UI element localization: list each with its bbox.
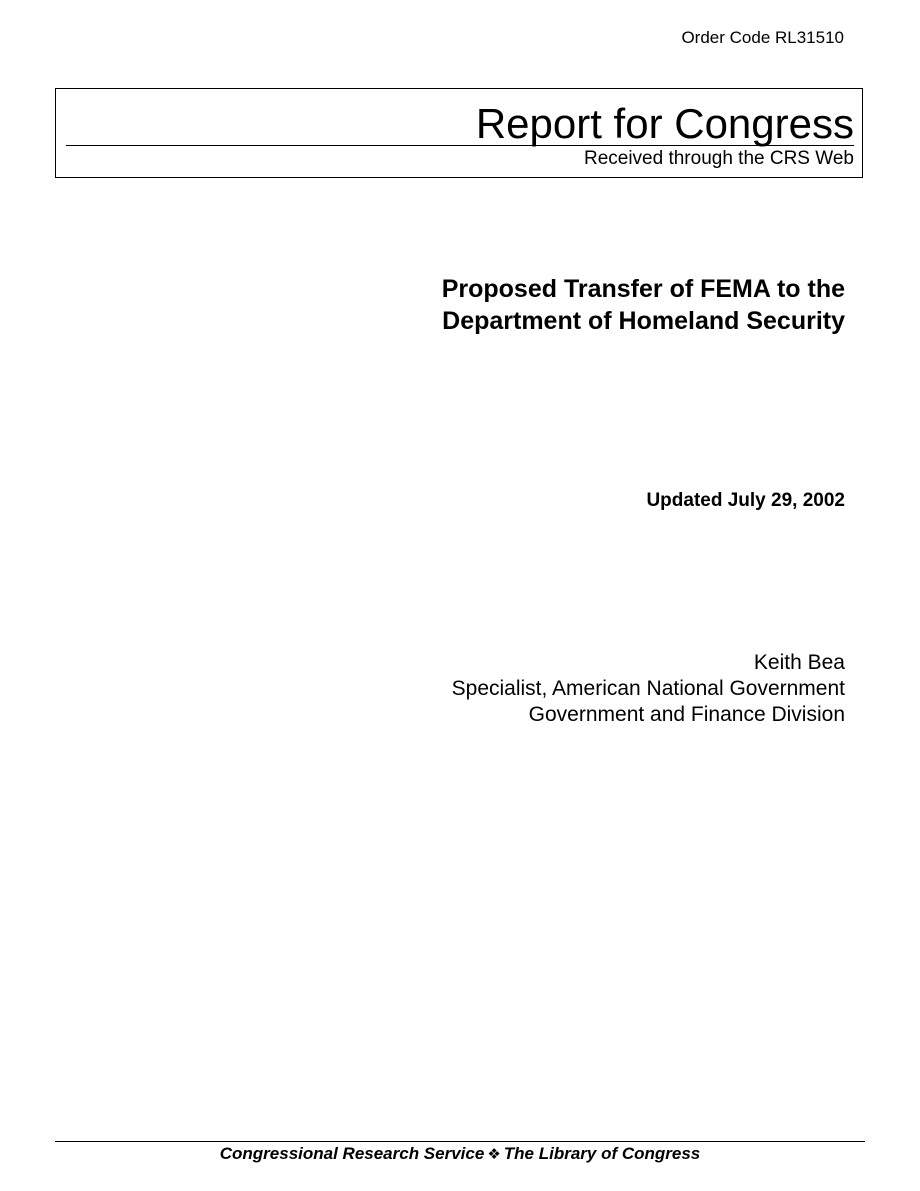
updated-date: Updated July 29, 2002 <box>646 490 845 511</box>
order-code: Order Code RL31510 <box>681 28 844 47</box>
report-subtitle: Received through the CRS Web <box>583 148 854 169</box>
report-title: Report for Congress <box>475 100 854 147</box>
footer-crs: Congressional Research Service <box>219 1144 485 1163</box>
author-position: Specialist, American National Government <box>451 677 845 700</box>
footer-library: The Library of Congress <box>503 1144 701 1163</box>
document-title <box>285 273 845 337</box>
author-name: Keith Bea <box>753 651 845 674</box>
report-header-box <box>55 88 863 178</box>
document-title-line-2: Department of Homeland Security <box>442 307 845 335</box>
author-block <box>452 650 845 728</box>
document-title-line-1: Proposed Transfer of FEMA to the <box>441 275 845 303</box>
four-diamond-icon: ❖ <box>487 1145 501 1163</box>
header-divider <box>66 145 854 146</box>
footer <box>55 1143 865 1165</box>
author-division: Government and Finance Division <box>528 703 845 726</box>
footer-divider <box>55 1141 865 1142</box>
